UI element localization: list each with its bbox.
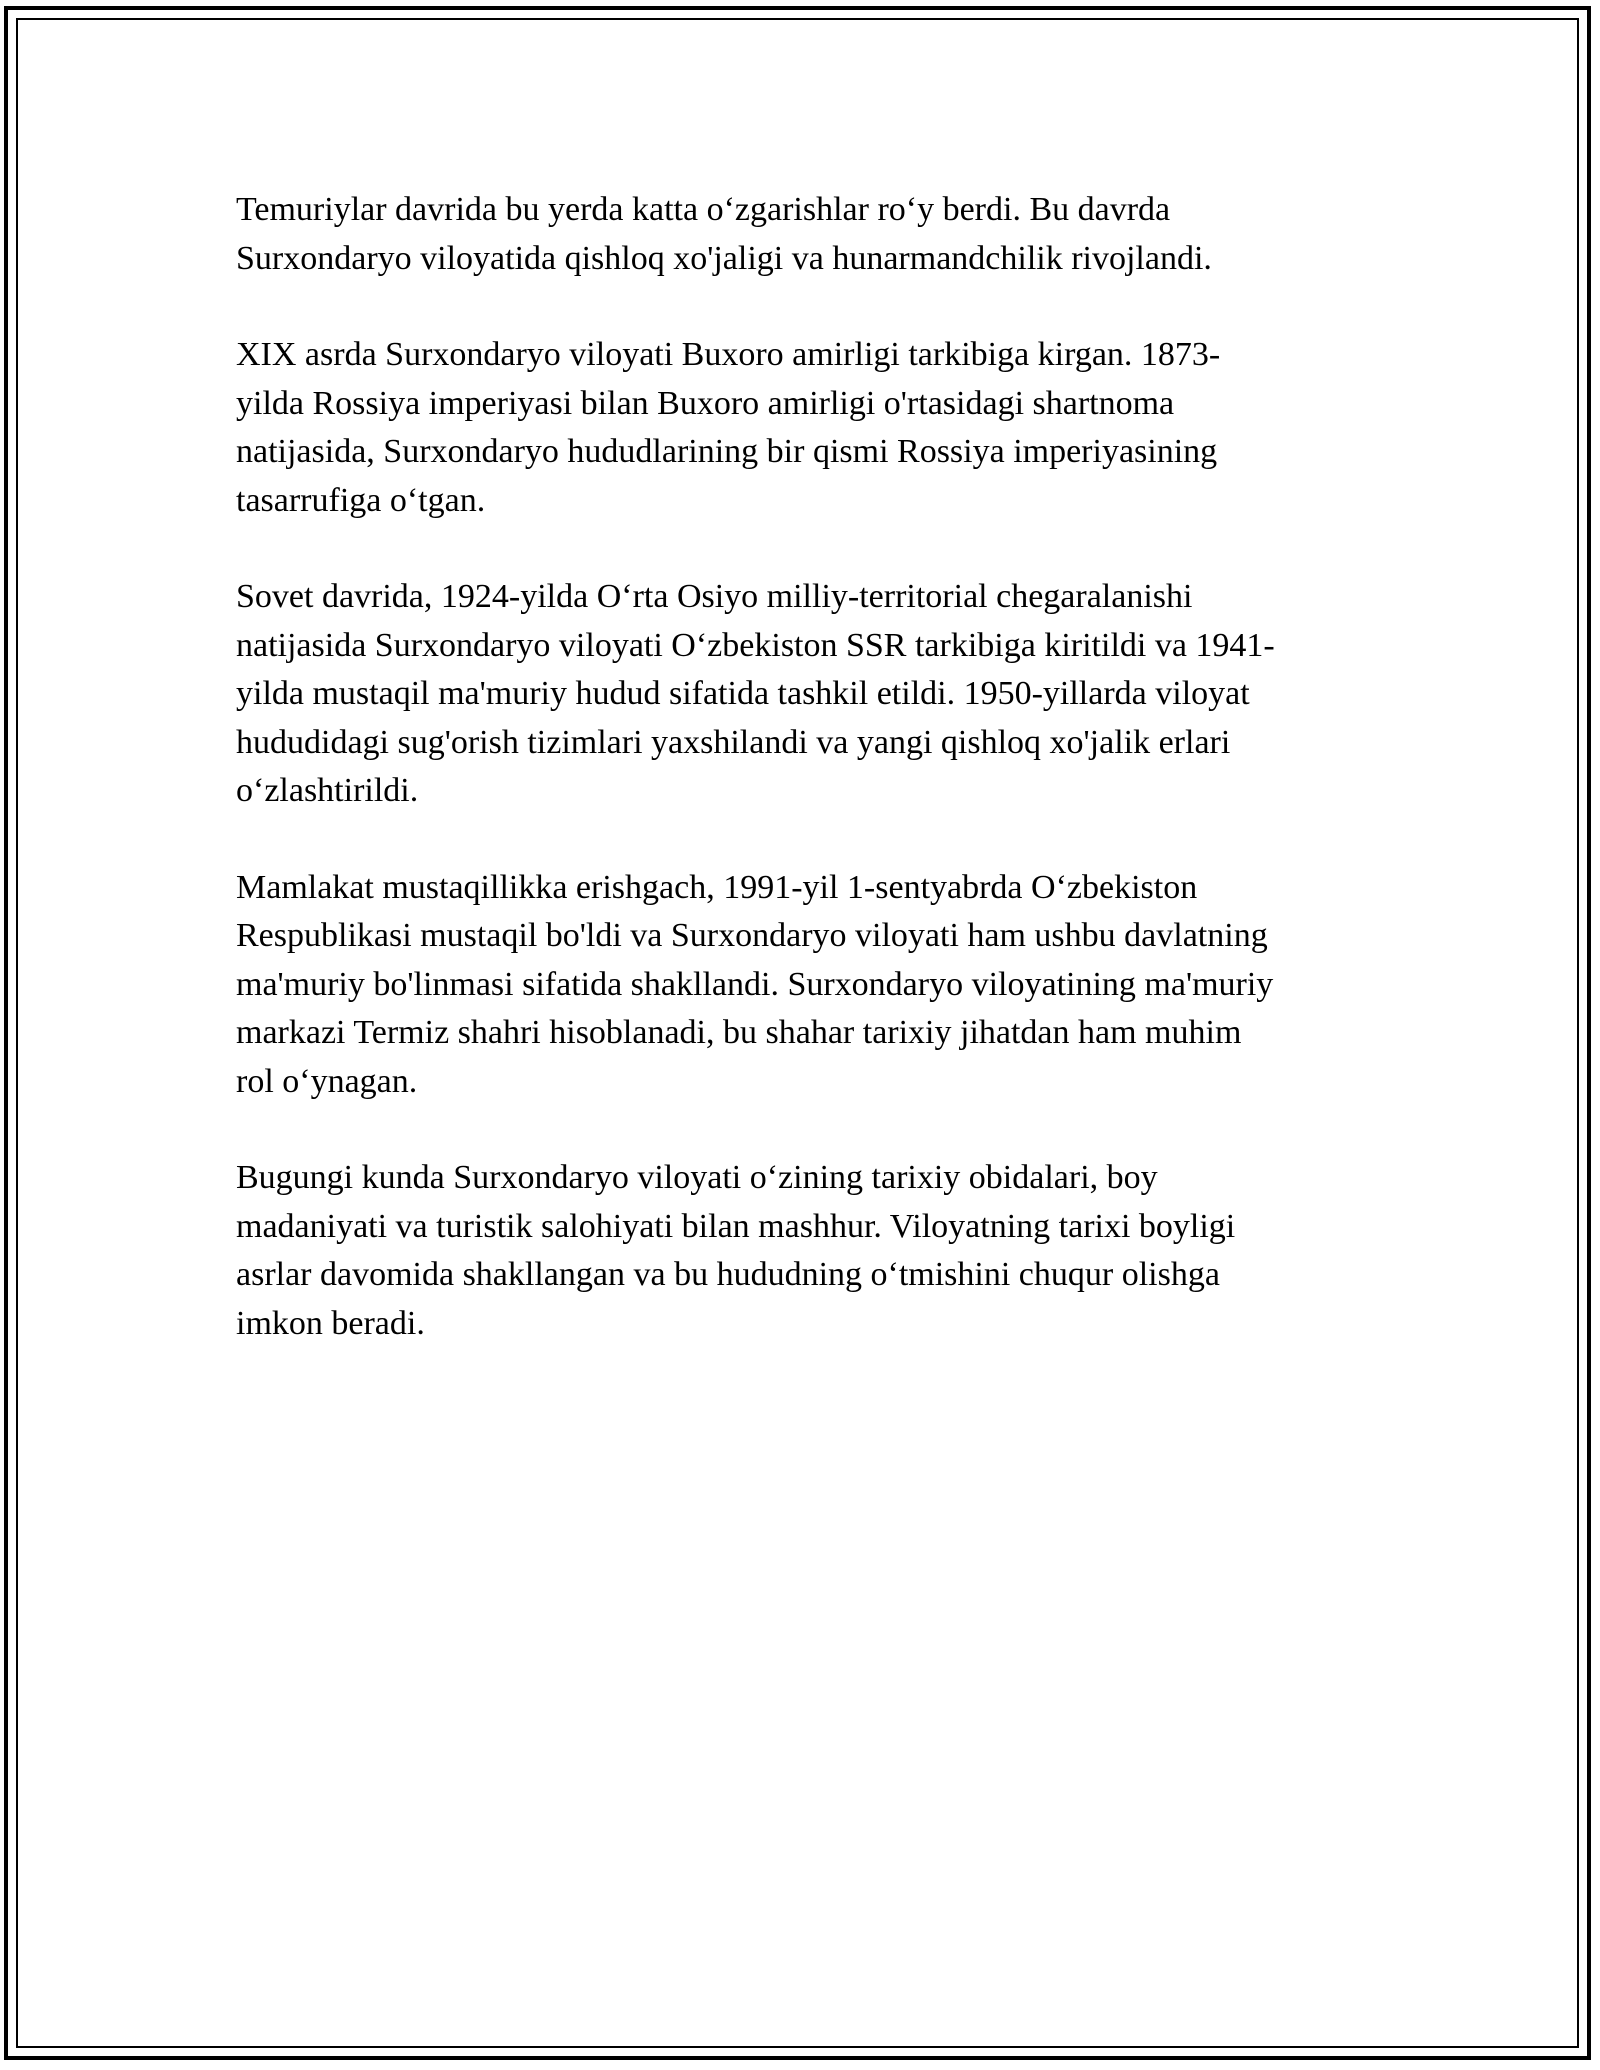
text-line: asrlar davomida shakllangan va bu hududning o‘tmishini chuqur olishga xyxy=(236,1256,1220,1293)
text-line: Mamlakat mustaqillikka erishgach, 1991-yil 1-sentyabrda O‘zbekiston xyxy=(236,868,1198,906)
paragraph-sovet-davri xyxy=(236,573,1366,816)
text-line: yilda mustaqil ma'muriy hudud sifatida tashkil etildi. 1950-yillarda viloyat xyxy=(236,675,1250,712)
paragraph-xix-asr xyxy=(236,331,1366,525)
text-line: hududidagi sug'orish tizimlari yaxshilandi va yangi qishloq xo'jalik erlari xyxy=(236,723,1231,761)
document-body xyxy=(236,186,1366,1396)
text-line: tasarrufiga o‘tgan. xyxy=(236,481,486,519)
text-line: imkon beradi. xyxy=(236,1304,425,1342)
text-line: Temuriylar davrida bu yerda katta o‘zgarishlar ro‘y berdi. Bu davrda xyxy=(236,191,1171,228)
text-line: Surxondaryo viloyatida qishloq xo'jaligi va hunarmandchilik rivojlandi. xyxy=(236,239,1212,277)
paragraph-bugungi-kun xyxy=(236,1154,1366,1348)
text-line: markazi Termiz shahri hisoblanadi, bu shahar tarixiy jihatdan ham muhim xyxy=(236,1014,1242,1051)
text-line: XIX asrda Surxondaryo viloyati Buxoro amirligi tarkibiga kirgan. 1873- xyxy=(236,336,1221,373)
text-line: Respublikasi mustaqil bo'ldi va Surxondaryo viloyati ham ushbu davlatning xyxy=(236,917,1268,954)
text-line: yilda Rossiya imperiyasi bilan Buxoro amirligi o'rtasidagi shartnoma xyxy=(236,384,1175,422)
text-line: rol o‘ynagan. xyxy=(236,1062,418,1100)
text-line: o‘zlashtirildi. xyxy=(236,772,419,809)
text-line: natijasida Surxondaryo viloyati O‘zbekiston SSR tarkibiga kiritildi va 1941- xyxy=(236,626,1275,664)
text-line: Sovet davrida, 1924-yilda O‘rta Osiyo milliy-territorial chegaralanishi xyxy=(236,578,1193,615)
text-line: Bugungi kunda Surxondaryo viloyati o‘zining tarixiy obidalari, boy xyxy=(236,1159,1158,1196)
text-line: madaniyati va turistik salohiyati bilan mashhur. Viloyatning tarixi boyligi xyxy=(236,1207,1236,1245)
paragraph-temuriylar xyxy=(236,186,1366,283)
text-line: ma'muriy bo'linmasi sifatida shakllandi. Surxondaryo viloyatining ma'muriy xyxy=(236,965,1274,1003)
text-line: natijasida, Surxondaryo hududlarining bir qismi Rossiya imperiyasining xyxy=(236,433,1218,470)
paragraph-mustaqillik xyxy=(236,864,1366,1107)
